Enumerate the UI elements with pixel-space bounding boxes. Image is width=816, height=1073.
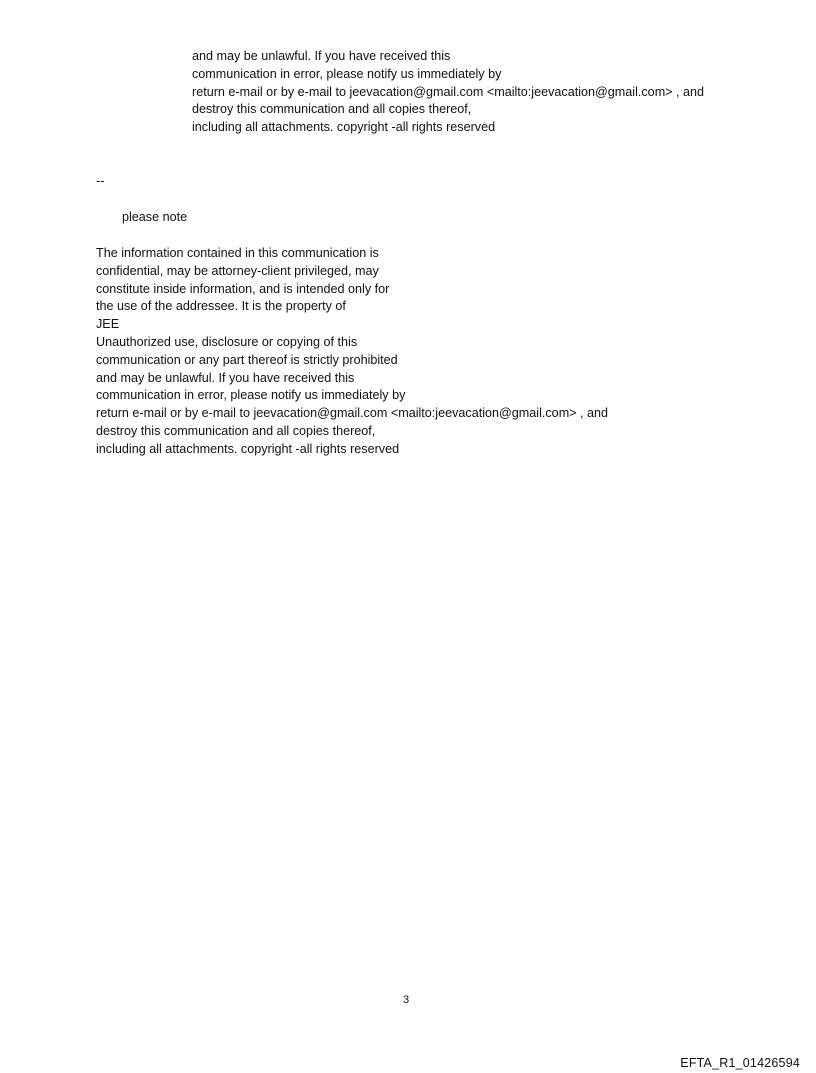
text-line: JEE	[96, 317, 120, 332]
text-line: return e-mail or by e-mail to jeevacation@gmail.com <mailto:jeevacation@gmail.com> , and	[96, 406, 609, 421]
text-line: communication or any part thereof is strictly prohibited	[96, 352, 398, 367]
text-line: return e-mail or by e-mail to jeevacation@gmail.com <mailto:jeevacation@gmail.com> , and	[192, 84, 705, 99]
page-number: 3	[403, 994, 410, 1006]
text-line: confidential, may be attorney-client privileged, may	[96, 263, 379, 278]
text-line: the use of the addressee. It is the property of	[96, 299, 346, 314]
quoted-disclaimer-block	[192, 48, 704, 137]
text-line: constitute inside information, and is intended only for	[96, 281, 390, 296]
please-note-heading: please note	[122, 210, 188, 224]
confidentiality-notice-block	[96, 245, 608, 459]
text-line: Unauthorized use, disclosure or copying of this	[96, 334, 358, 349]
text-line: communication in error, please notify us immediately by	[96, 388, 406, 403]
signature-separator: --	[96, 174, 105, 188]
text-line: and may be unlawful. If you have received this	[192, 49, 451, 63]
text-line: communication in error, please notify us immediately by	[192, 66, 502, 81]
text-line: including all attachments. copyright -all rights reserved	[192, 120, 496, 135]
text-line: destroy this communication and all copies thereof,	[192, 102, 472, 117]
text-line: and may be unlawful. If you have received this	[96, 370, 355, 385]
text-line: including all attachments. copyright -all rights reserved	[96, 441, 400, 456]
text-line: destroy this communication and all copies thereof,	[96, 423, 376, 438]
document-id-stamp: EFTA_R1_01426594	[680, 1056, 800, 1070]
text-line: The information contained in this communication is	[96, 246, 379, 260]
